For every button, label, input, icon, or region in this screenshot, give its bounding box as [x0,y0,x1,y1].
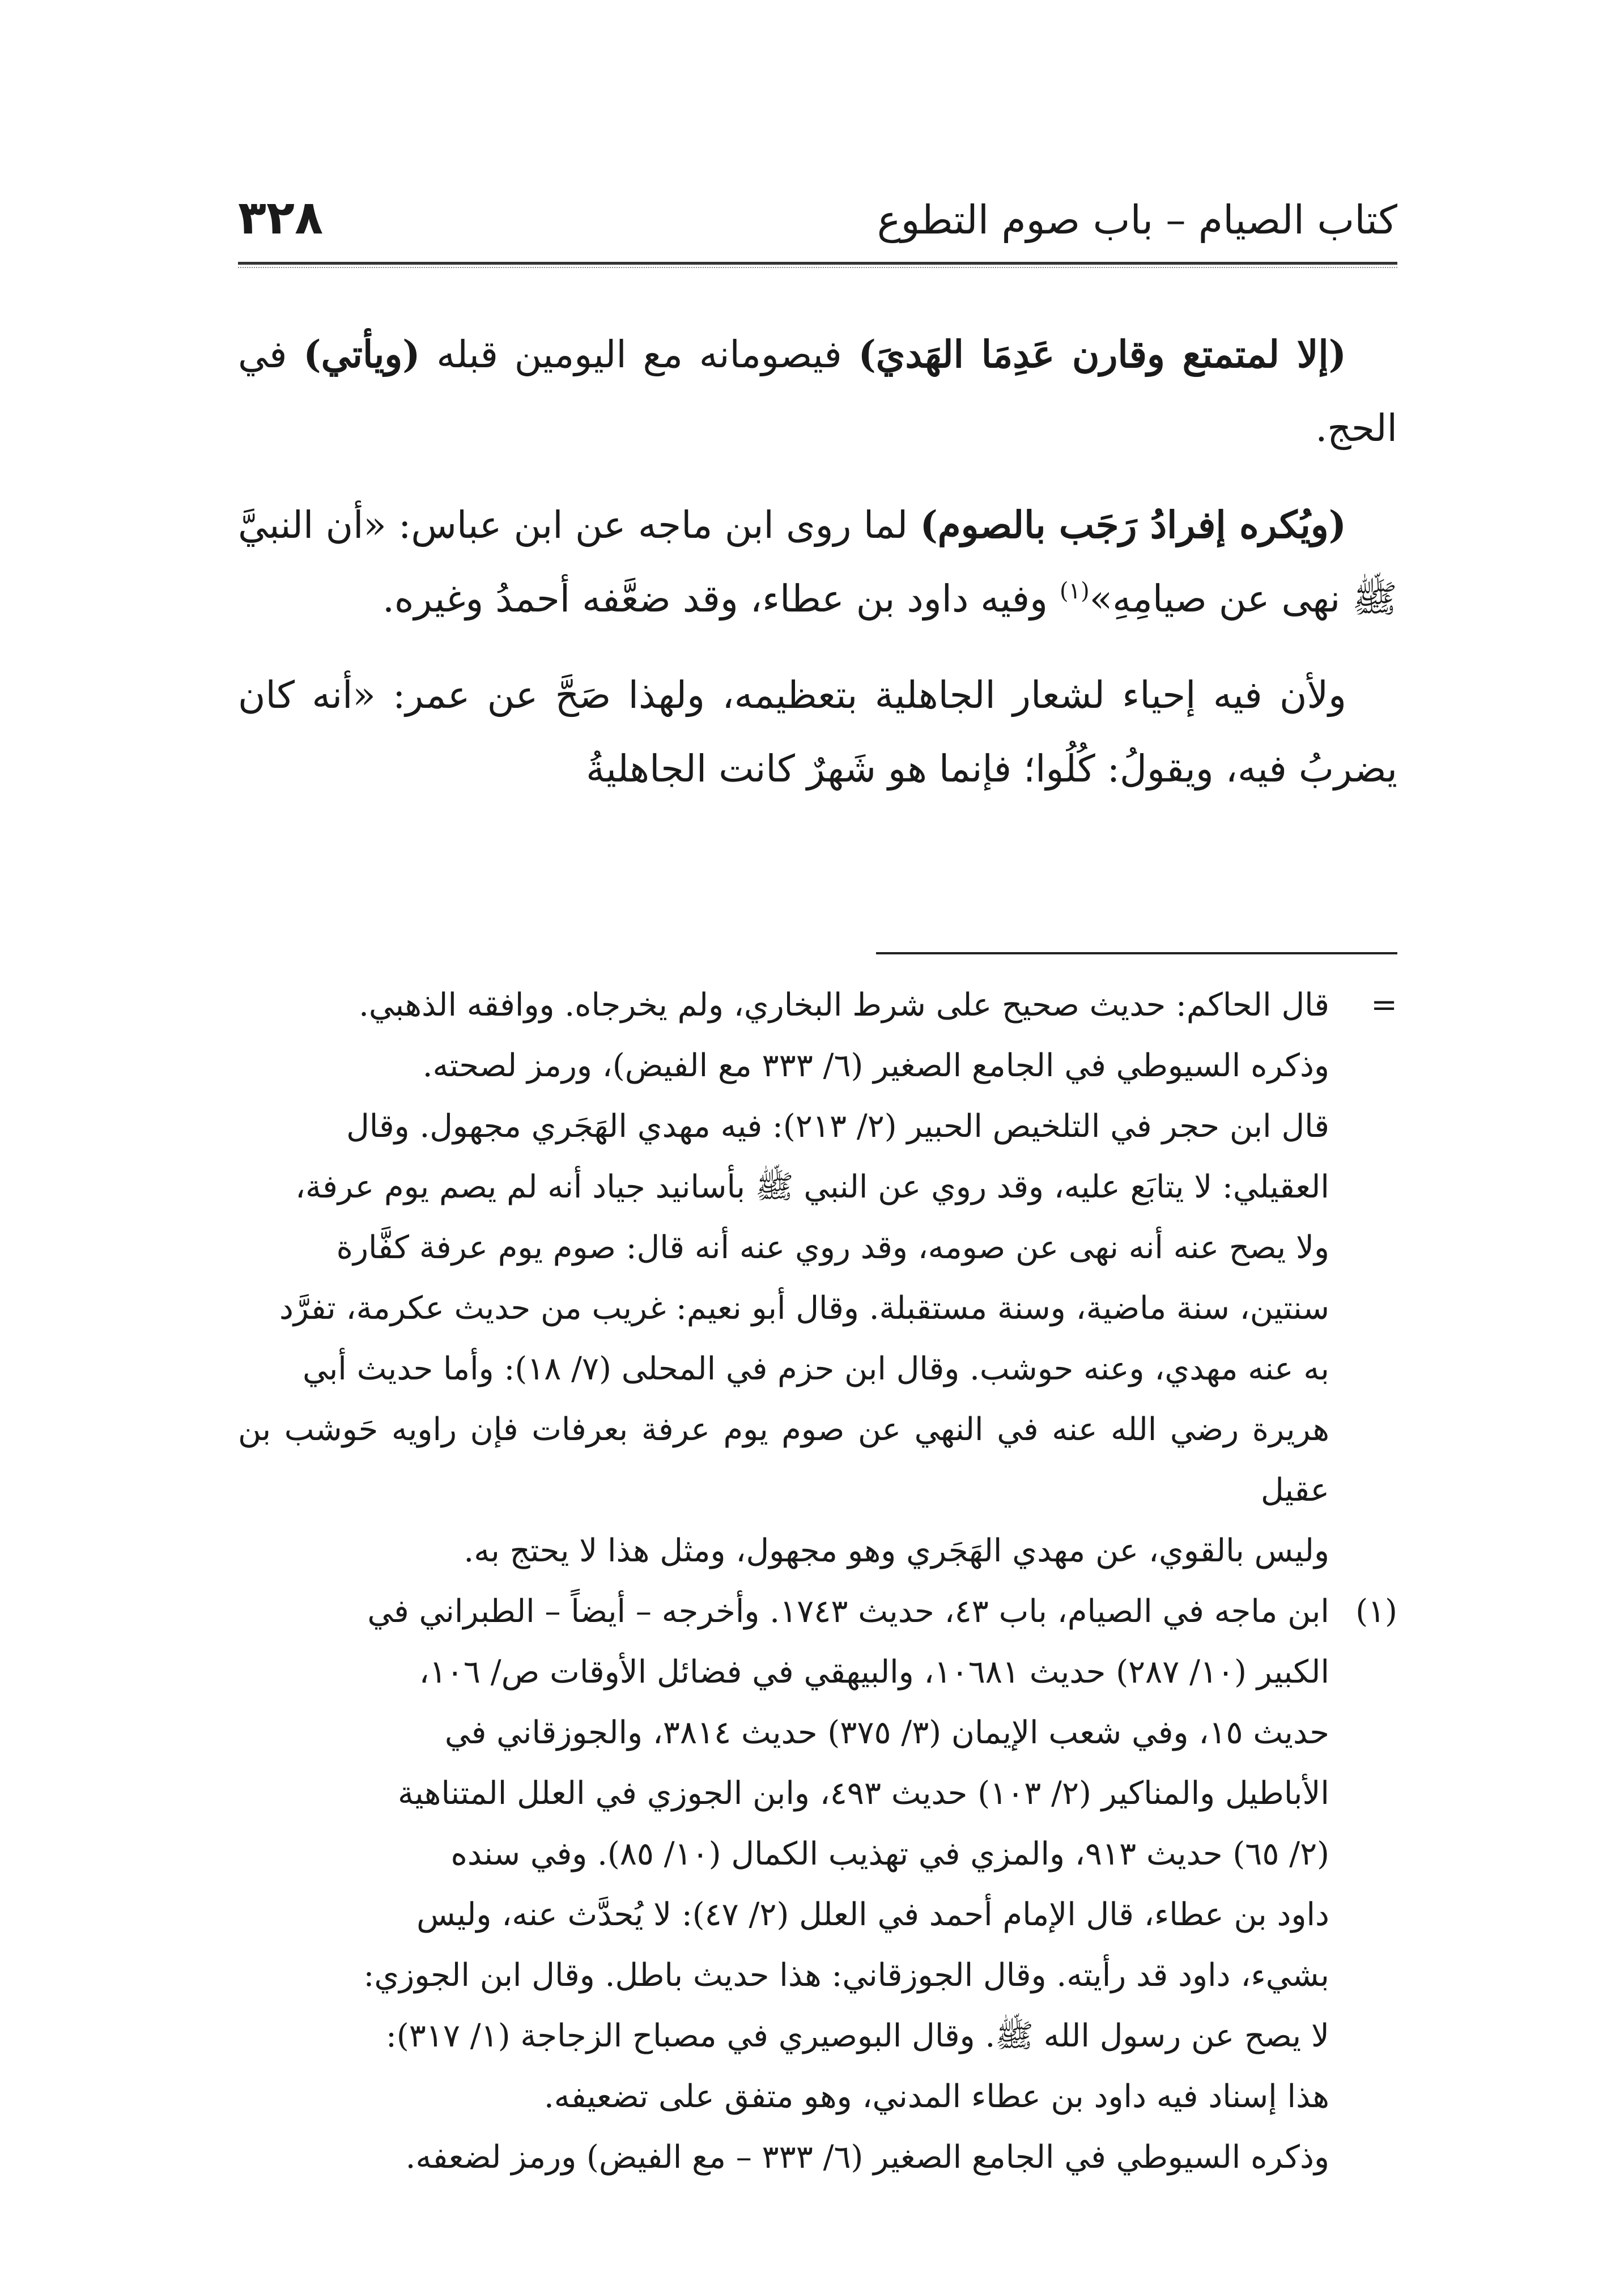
footnote-separator [876,952,1397,954]
paragraph-3 [238,659,1397,806]
footnote-line: حديث ١٥، وفي شعب الإيمان (٣/ ٣٧٥) حديث ٣٨١٤، والجوزقاني في [444,1714,1329,1751]
paragraph-2 [238,488,1397,636]
footnote-line: قال الحاكم: حديث صحيح على شرط البخاري، ولم يخرجاه. ووافقه الذهبي. [359,987,1329,1024]
footnote-line: وذكره السيوطي في الجامع الصغير (٦/ ٣٣٣ مع الفيض)، ورمز لصحته. [422,1047,1329,1084]
footnote-1 [238,1581,1397,2188]
footnote-line: وذكره السيوطي في الجامع الصغير (٦/ ٣٣٣ – مع الفيض) ورمز لضعفه. [405,2139,1329,2176]
commentary-text: ولأن فيه إحياء لشعار الجاهلية بتعظيمه، ولهذا صَحَّ عن عمر: «أنه كان يضربُ فيه، ويقولُ: كُلُوا؛ فإنما هو شَهرٌ كانت الجاهليةُ [238,673,1397,791]
page-number: ٣٢٨ [238,191,324,245]
footnote-line: الكبير (١٠/ ٢٨٧) حديث ١٠٦٨١، والبيهقي في فضائل الأوقات ص/ ١٠٦، [419,1654,1329,1691]
header-rule [238,262,1397,268]
footnote-line: هريرة رضي الله عنه في النهي عن صوم يوم عرفة بعرفات فإن راويه حَوشب بن عقيل [238,1411,1329,1509]
matn-phrase: (إلا لمتمتع وقارن عَدِمَا الهَديَ) [858,332,1346,376]
footnote-line: لا يصح عن رسول الله ﷺ. وقال البوصيري في مصباح الزجاجة (١/ ٣١٧): [386,2018,1329,2054]
footnote-ref: (١) [1060,578,1090,604]
commentary-text: فيصومانه مع اليومين قبله [420,333,858,376]
footnote-mark: (١) [1355,1593,1397,1630]
footnote-line: العقيلي: لا يتابَع عليه، وقد روي عن النبي ﷺ بأسانيد جياد أنه لم يصم يوم عرفة، [295,1169,1329,1205]
footnotes [238,975,1397,2188]
footnote-continuation [238,975,1397,1581]
footnote-line: ولا يصح عنه أنه نهى عن صومه، وقد روي عنه أنه قال: صوم يوم عرفة كفَّارة [336,1229,1329,1266]
page-header [238,187,1397,266]
main-text [238,317,1397,829]
footnote-line: سنتين، سنة ماضية، وسنة مستقبلة. وقال أبو نعيم: غريب من حديث عكرمة، تفرَّد [279,1290,1329,1327]
commentary-text: في الحج. [238,333,1397,450]
footnote-line: الأباطيل والمناكير (٢/ ١٠٣) حديث ٤٩٣، وابن الجوزي في العلل المتناهية [397,1775,1329,1812]
footnote-line: بشيء، داود قد رأيته. وقال الجوزقاني: هذا حديث باطل. وقال ابن الجوزي: [363,1957,1329,1994]
paragraph-1 [238,317,1397,465]
footnote-line: قال ابن حجر في التلخيص الحبير (٢/ ٢١٣): فيه مهدي الهَجَري مجهول. وقال [346,1108,1329,1145]
footnote-line: (٢/ ٦٥) حديث ٩١٣، والمزي في تهذيب الكمال (١٠/ ٨٥). وفي سنده [450,1836,1329,1872]
running-title: كتاب الصيام – باب صوم التطوع [877,197,1397,243]
footnote-line: وليس بالقوي، عن مهدي الهَجَري وهو مجهول، ومثل هذا لا يحتج به. [464,1532,1329,1569]
commentary-text: لما روى ابن ماجه عن ابن عباس: «أن النبيَّ ﷺ نهى عن صيامِهِ» [238,503,1397,621]
footnote-line: ابن ماجه في الصيام، باب ٤٣، حديث ١٧٤٣. وأخرجه – أيضاً – الطبراني في [367,1593,1329,1630]
footnote-line: به عنه مهدي، وعنه حوشب. وقال ابن حزم في المحلى (٧/ ١٨): وأما حديث أبي [303,1351,1329,1387]
footnote-line: هذا إسناد فيه داود بن عطاء المدني، وهو متفق على تضعيفه. [544,2078,1329,2115]
matn-phrase: (ويُكره إفرادُ رَجَب بالصوم) [920,503,1346,547]
footnote-line: داود بن عطاء، قال الإمام أحمد في العلل (٢/ ٤٧): لا يُحدَّث عنه، وليس [416,1896,1329,1933]
matn-phrase: (ويأتي) [303,332,420,376]
footnote-mark: = [1371,987,1397,1024]
commentary-text: وفيه داود بن عطاء، وقد ضعَّفه أحمدُ وغيره. [382,577,1060,621]
